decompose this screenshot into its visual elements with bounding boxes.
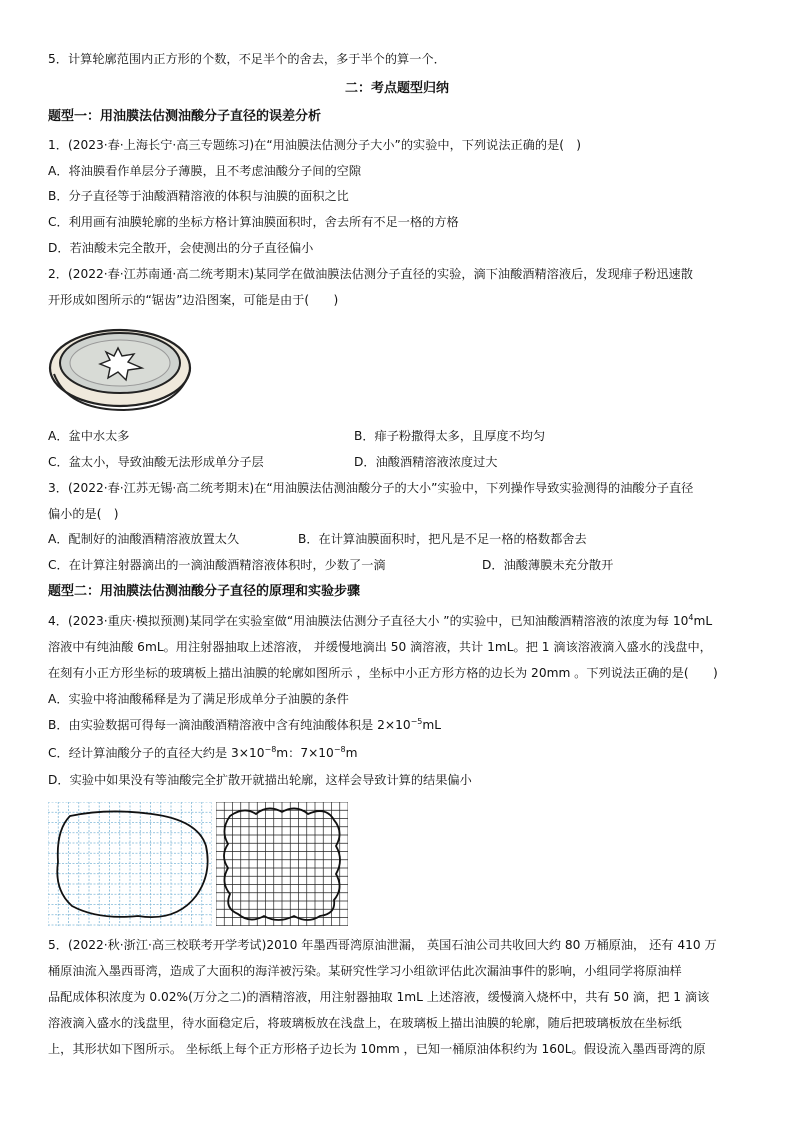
q4-option-c: [48, 744, 748, 762]
q2-option-d: D．油酸酒精溶液浓度过大: [354, 455, 498, 469]
q4-unit: mL: [693, 614, 713, 628]
section-title: 二：考点题型归纳: [344, 81, 449, 96]
q1-option-d: D．若油酸未完全散开，会使测出的分子直径偏小: [48, 241, 314, 255]
type1-title: 题型一：用油膜法估测油酸分子直径的误差分析: [48, 109, 322, 124]
q4-stem-line1: [48, 612, 748, 630]
q1-stem: 1．(2023·春·上海长宁·高三专题练习)在“用油膜法估测分子大小”的实验中，下列说法正确的是( ): [48, 138, 581, 152]
q3-stem-line2: 偏小的是( ): [48, 507, 119, 521]
q5-line1: 5．(2022·秋·浙江·高三校联考开学考试)2010 年墨西哥湾原油泄漏， 英国石油公司共收回大约 80 万桶原油， 还有 410 万: [48, 938, 717, 952]
q2-option-b: B．痱子粉撒得太多，且厚度不均匀: [354, 429, 546, 443]
q3-stem-line1: 3．(2022·春·江苏无锡·高二统考期末)在“用油膜法估测油酸分子的大小”实验中，下列操作导致实验测得的油酸分子直径: [48, 481, 694, 495]
q4-stem-line2: 溶液中有纯油酸 6mL。用注射器抽取上述溶液， 并缓慢地滴出 50 滴溶液，共计 1mL。把 1 滴该溶液滴入盛水的浅盘中，: [48, 640, 712, 654]
q4-exponent: 4: [688, 612, 694, 622]
q1-option-b: B．分子直径等于油酸酒精溶液的体积与油膜的面积之比: [48, 189, 349, 203]
q5-line2: 桶原油流入墨西哥湾，造成了大面积的海洋被污染。某研究性学习小组欲评估此次漏油事件的影响，小组同学将原油样: [48, 964, 682, 978]
q2-option-a: A．盆中水太多: [48, 429, 130, 443]
black-grid-oil-film-figure: [216, 802, 348, 926]
q4-option-d: D．实验中如果没有等油酸完全扩散开就描出轮廓，这样会导致计算的结果偏小: [48, 773, 472, 787]
q4-b-exponent: −5: [410, 716, 423, 726]
q3-option-d: D．油酸薄膜未充分散开: [482, 558, 614, 572]
q3-option-a: A．配制好的油酸酒精溶液放置太久: [48, 532, 240, 546]
q4-c-exponent-2: −8: [333, 744, 346, 754]
grid-lines: [216, 802, 348, 926]
q5-line4: 溶液滴入盛水的浅盘里，待水面稳定后，将玻璃板放在浅盘上，在玻璃板上描出油膜的轮廓，随后把玻璃板放在坐标纸: [48, 1016, 682, 1030]
q3-option-b: B．在计算油膜面积时，把凡是不足一格的格数都舍去: [298, 532, 587, 546]
step-5-text: 5．计算轮廓范围内正方形的个数，不足半个的舍去，多于半个的算一个．: [48, 52, 446, 66]
q3-option-c: C．在计算注射器滴出的一滴油酸酒精溶液体积时，少数了一滴: [48, 558, 386, 572]
q4-b-unit: mL: [422, 718, 442, 732]
q4-b-text: B．由实验数据可得每一滴油酸酒精溶液中含有纯油酸体积是 2×10: [48, 718, 411, 732]
q2-stem-line2: 开形成如图所示的“锯齿”边沿图案，可能是由于( ): [48, 293, 339, 307]
type2-title: 题型二：用油膜法估测油酸分子直径的原理和实验步骤: [48, 584, 361, 599]
q1-option-a: A．将油膜看作单层分子薄膜，且不考虑油酸分子间的空隙: [48, 164, 362, 178]
q2-stem-line1: 2．(2022·春·江苏南通·高二统考期末)某同学在做油膜法估测分子直径的实验，滴下油酸酒精溶液后，发现痱子粉迅速散: [48, 267, 693, 281]
grid-lines: [48, 802, 212, 926]
q2-option-c: C．盆太小，导致油酸无法形成单分子层: [48, 455, 264, 469]
q4-c-exponent-1: −8: [264, 744, 277, 754]
q4-stem-line3: 在刻有小正方形坐标的玻璃板上描出油膜的轮廓如图所示 ，坐标中小正方形方格的边长为 20mm 。下列说法正确的是( ): [48, 666, 718, 680]
q5-line3: 品配成体积浓度为 0.02%(万分之二)的酒精溶液，用注射器抽取 1mL 上述溶液，缓慢滴入烧杯中，共有 50 滴，把 1 滴该: [48, 990, 710, 1004]
q4-stem-text: 4．(2023·重庆·模拟预测)某同学在实验室做“用油膜法估测分子直径大小 ”的实验中，已知油酸酒精溶液的浓度为每 10: [48, 614, 689, 628]
q4-option-a: A．实验中将油酸稀释是为了满足形成单分子油膜的条件: [48, 692, 349, 706]
q5-line5: 上，其形状如下图所示。 坐标纸上每个正方形格子边长为 10mm ，已知一桶原油体积约为 160L。假设流入墨西哥湾的原: [48, 1042, 706, 1056]
blue-grid-oil-film-figure: [48, 802, 212, 926]
q4-option-b: [48, 716, 748, 734]
dish-figure: [48, 318, 194, 414]
q4-c-mid: m：7×10: [276, 746, 334, 760]
q1-option-c: C．利用画有油膜轮廓的坐标方格计算油膜面积时，舍去所有不足一格的方格: [48, 215, 459, 229]
q4-c-text: C．经计算油酸分子的直径大约是 3×10: [48, 746, 265, 760]
q4-c-unit: m: [345, 746, 358, 760]
